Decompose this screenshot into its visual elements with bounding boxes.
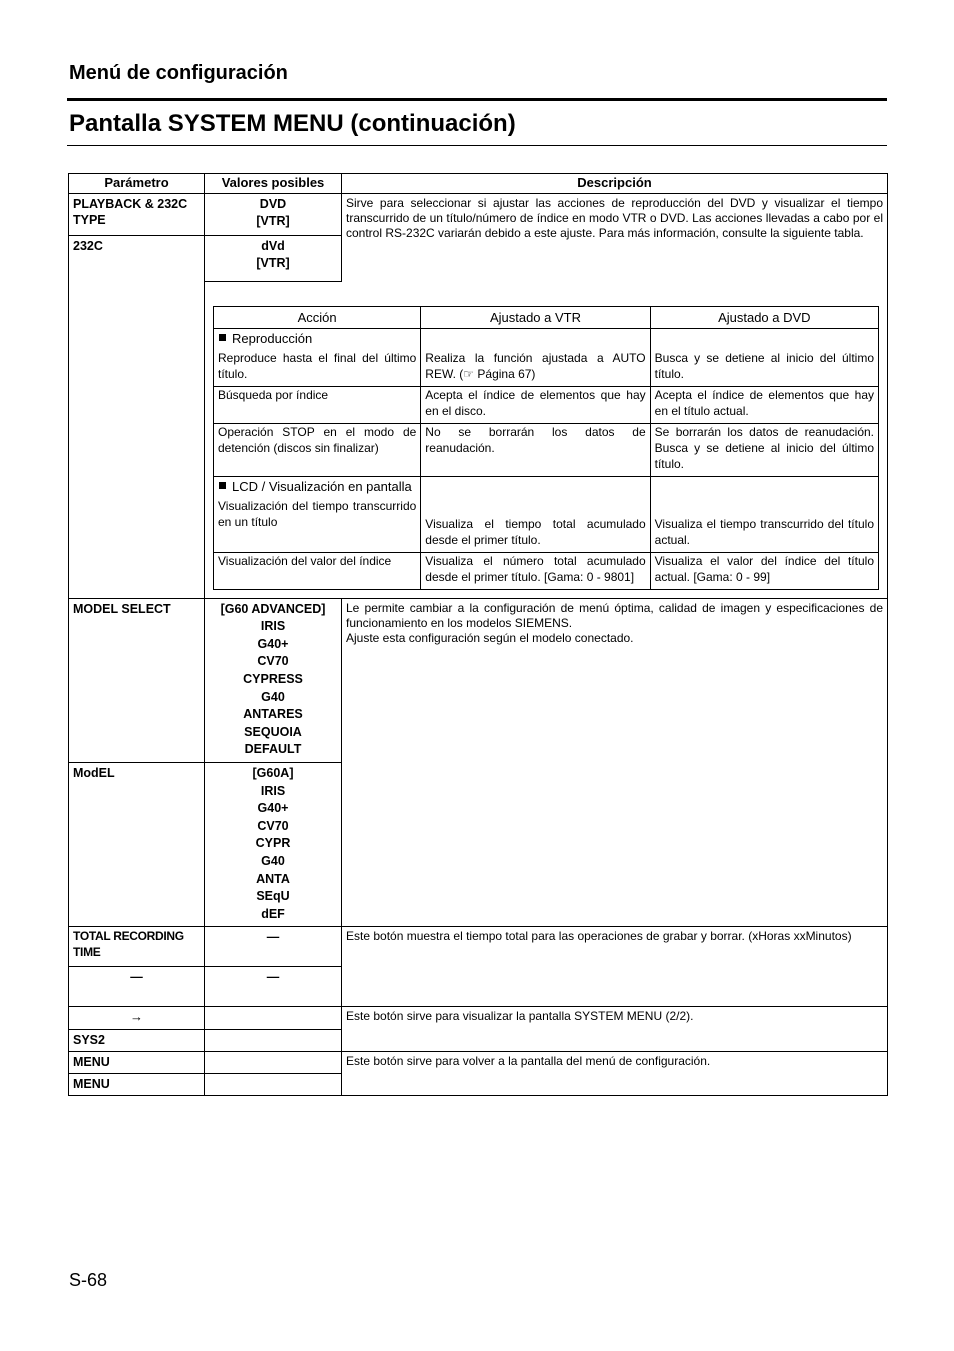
desc-total-recording: Este botón muestra el tiempo total para las operaciones de grabar y borrar. (xHoras xxMinutos) [342, 927, 888, 1007]
section-title: Menú de configuración [69, 62, 288, 84]
value-item: [VTR] [256, 256, 290, 271]
value-item: G40+ [257, 801, 289, 816]
value-item: DEFAULT [244, 742, 302, 757]
subtable-row [214, 552, 879, 589]
value-total-display: — [205, 967, 342, 1007]
sub-dvd: Visualiza el tiempo transcurrido del título actual. [650, 476, 878, 552]
header-description: Descripción [342, 174, 888, 194]
sub-vtr: Acepta el índice de elementos que hay en el disco. [421, 387, 650, 424]
values-playback-type [205, 193, 342, 235]
group-label [218, 330, 416, 347]
subtable-row [214, 424, 879, 477]
value-next-arrow [205, 1007, 342, 1030]
param-model: ModEL [69, 763, 205, 927]
group-label-text: LCD / Visualización en pantalla [232, 478, 412, 494]
arrow-right-icon: → [130, 1009, 143, 1025]
value-item: G40 [261, 853, 285, 868]
param-232c: 232C [69, 235, 205, 598]
sub-dvd: Acepta el índice de elementos que hay en el título actual. [650, 387, 878, 424]
parameter-table [68, 173, 888, 1096]
value-menu-display [205, 1073, 342, 1095]
value-item: ANTARES [243, 707, 303, 722]
heading-rule [67, 98, 887, 101]
square-bullet-icon [219, 334, 226, 341]
sub-action-text: Visualización del tiempo transcurrido en un título [218, 499, 417, 530]
param-next-arrow [69, 1007, 205, 1030]
value-item: DVD [259, 196, 287, 211]
desc-playback-type: Sirve para seleccionar si ajustar las acciones de reproducción del DVD y visualizar el tiempo transcurrido de un título/número de índice en modo VTR o DVD. Las acciones llevadas a cabo por el control RS-232C variarán debido a este ajuste. Para más información, consulte la siguiente tabla. [342, 193, 888, 281]
sub-vtr: Realiza la función ajustada a AUTO REW. (☞ Página 67) [421, 328, 650, 386]
group-label-text: Reproducción [232, 330, 313, 346]
sub-header-action: Acción [214, 306, 421, 328]
sub-header-vtr: Ajustado a VTR [421, 306, 650, 328]
subtable-cell [205, 281, 888, 598]
value-item: G40+ [257, 636, 289, 651]
value-item: IRIS [260, 619, 286, 634]
table-row-playback [69, 193, 888, 235]
action-subtable [213, 306, 879, 590]
desc-line: Le permite cambiar a la configuración de menú óptima, calidad de imagen y especificaciones de funcionamiento en los modelos SIEMENS. [346, 600, 883, 631]
desc-line: Ajuste esta configuración según el modelo conectado. [346, 631, 634, 646]
values-model [205, 763, 342, 927]
table-row-next-page [69, 1007, 888, 1030]
sub-header-dvd: Ajustado a DVD [650, 306, 878, 328]
sub-action: Búsqueda por índice [214, 387, 421, 424]
value-item: SEQUOIA [244, 724, 302, 739]
value-item: IRIS [260, 783, 286, 798]
value-sys2 [205, 1029, 342, 1051]
subtable-row [214, 328, 879, 386]
value-item: dVd [261, 238, 285, 253]
sub-action [214, 476, 421, 552]
desc-menu: Este botón sirve para volver a la pantalla del menú de configuración. [342, 1051, 888, 1095]
title-rule [67, 145, 887, 146]
sub-dvd: Busca y se detiene al inicio del último título. [650, 328, 878, 386]
sub-action: Visualización del valor del índice [214, 552, 421, 589]
value-total-recording: — [205, 927, 342, 967]
values-model-select [205, 598, 342, 762]
value-item: [G60A] [252, 766, 294, 781]
value-item: [VTR] [256, 214, 290, 229]
desc-model-select [342, 598, 888, 927]
square-bullet-icon [219, 482, 226, 489]
value-item: ANTA [256, 871, 290, 886]
sub-action [214, 328, 421, 386]
value-item: dEF [261, 906, 285, 921]
value-item: CV70 [257, 654, 289, 669]
value-item: CYPRESS [243, 672, 303, 687]
page-title: Pantalla SYSTEM MENU (continuación) [69, 110, 516, 137]
value-item: [G60 ADVANCED] [220, 601, 326, 616]
header-parameter: Parámetro [69, 174, 205, 194]
param-model-select: MODEL SELECT [69, 598, 205, 762]
group-label [218, 478, 416, 495]
table-header-row [69, 174, 888, 194]
subtable-header-row [214, 306, 879, 328]
sub-action: Operación STOP en el modo de detención (discos sin finalizar) [214, 424, 421, 477]
param-menu-display: MENU [69, 1073, 205, 1095]
param-total-display: — [69, 967, 205, 1007]
table-row-menu [69, 1051, 888, 1073]
table-row-total-recording [69, 927, 888, 967]
value-item: SEqU [256, 889, 290, 904]
sub-vtr: No se borrarán los datos de reanudación. [421, 424, 650, 477]
subtable-row [214, 476, 879, 552]
desc-next-page: Este botón sirve para visualizar la pantalla SYSTEM MENU (2/2). [342, 1007, 888, 1052]
value-item: CV70 [257, 818, 289, 833]
sub-vtr: Visualiza el tiempo total acumulado desde el primer título. [421, 476, 650, 552]
param-menu: MENU [69, 1051, 205, 1073]
param-total-recording: TOTAL RECORDING TIME [69, 927, 205, 967]
subtable-row [214, 387, 879, 424]
values-232c [205, 235, 342, 281]
table-row-model-select [69, 598, 888, 762]
value-item: G40 [261, 689, 285, 704]
header-values: Valores posibles [205, 174, 342, 194]
param-sys2: SYS2 [69, 1029, 205, 1051]
page-number: S-68 [69, 1270, 108, 1290]
sub-vtr: Visualiza el número total acumulado desde el primer título. [Gama: 0 - 9801] [421, 552, 650, 589]
value-item: CYPR [255, 836, 291, 851]
value-menu [205, 1051, 342, 1073]
sub-dvd: Se borrarán los datos de reanudación. Busca y se detiene al inicio del último título. [650, 424, 878, 477]
param-playback-type: PLAYBACK & 232C TYPE [69, 193, 205, 235]
sub-dvd: Visualiza el valor del índice del título actual. [Gama: 0 - 99] [650, 552, 878, 589]
sub-action-text: Reproduce hasta el final del último título. [218, 351, 417, 382]
